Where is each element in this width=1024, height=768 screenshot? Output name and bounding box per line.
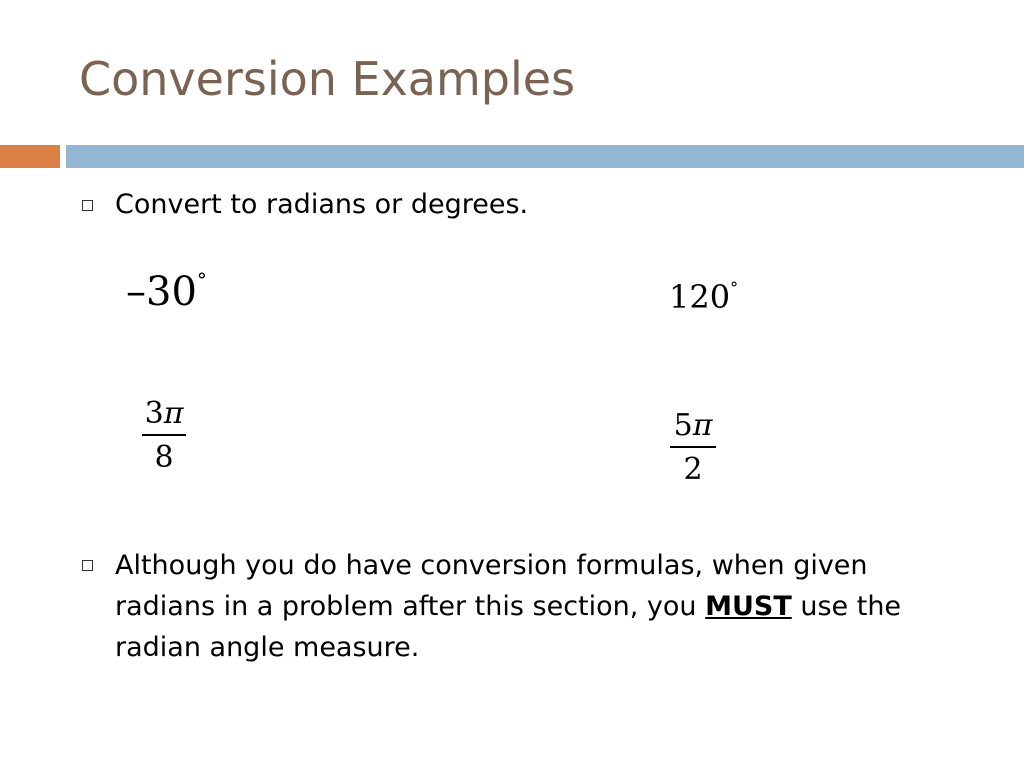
emphasis-must: MUST: [705, 591, 792, 622]
bullet-square-icon: [82, 560, 93, 571]
fraction-bar: [670, 446, 716, 448]
example-degrees-2: [669, 278, 738, 316]
bullet-text-2: [115, 545, 975, 668]
numerator-coefficient: 5: [673, 408, 693, 443]
bullet-text-2-part1: Although you do have conversion formulas, when given radians in a problem after this section, you: [115, 550, 868, 622]
fraction-bar: [142, 434, 186, 436]
fraction-numerator: [145, 396, 184, 432]
bullet-text-1: Convert to radians or degrees.: [115, 189, 529, 220]
pi-symbol: π: [163, 396, 184, 431]
degree-symbol: °: [196, 268, 207, 292]
numerator-coefficient: 3: [144, 396, 164, 431]
bullet-square-icon: [82, 200, 93, 211]
example-degrees-2-value: 120: [669, 278, 731, 316]
example-degrees-1-value: –30: [126, 269, 197, 315]
example-radians-1: [142, 396, 186, 476]
fraction-denominator: 2: [683, 451, 703, 487]
example-degrees-1: [126, 268, 207, 315]
example-radians-2: [670, 408, 716, 488]
bullet-text-2-part2: use the radian angle measure.: [115, 591, 902, 663]
accent-bar-blue: [66, 145, 1024, 168]
slide-title: Conversion Examples: [79, 52, 576, 106]
pi-symbol: π: [692, 408, 713, 443]
degree-symbol: °: [730, 278, 739, 298]
fraction-denominator: 8: [154, 439, 174, 475]
fraction-numerator: [674, 408, 713, 444]
accent-bar-orange: [0, 145, 60, 168]
